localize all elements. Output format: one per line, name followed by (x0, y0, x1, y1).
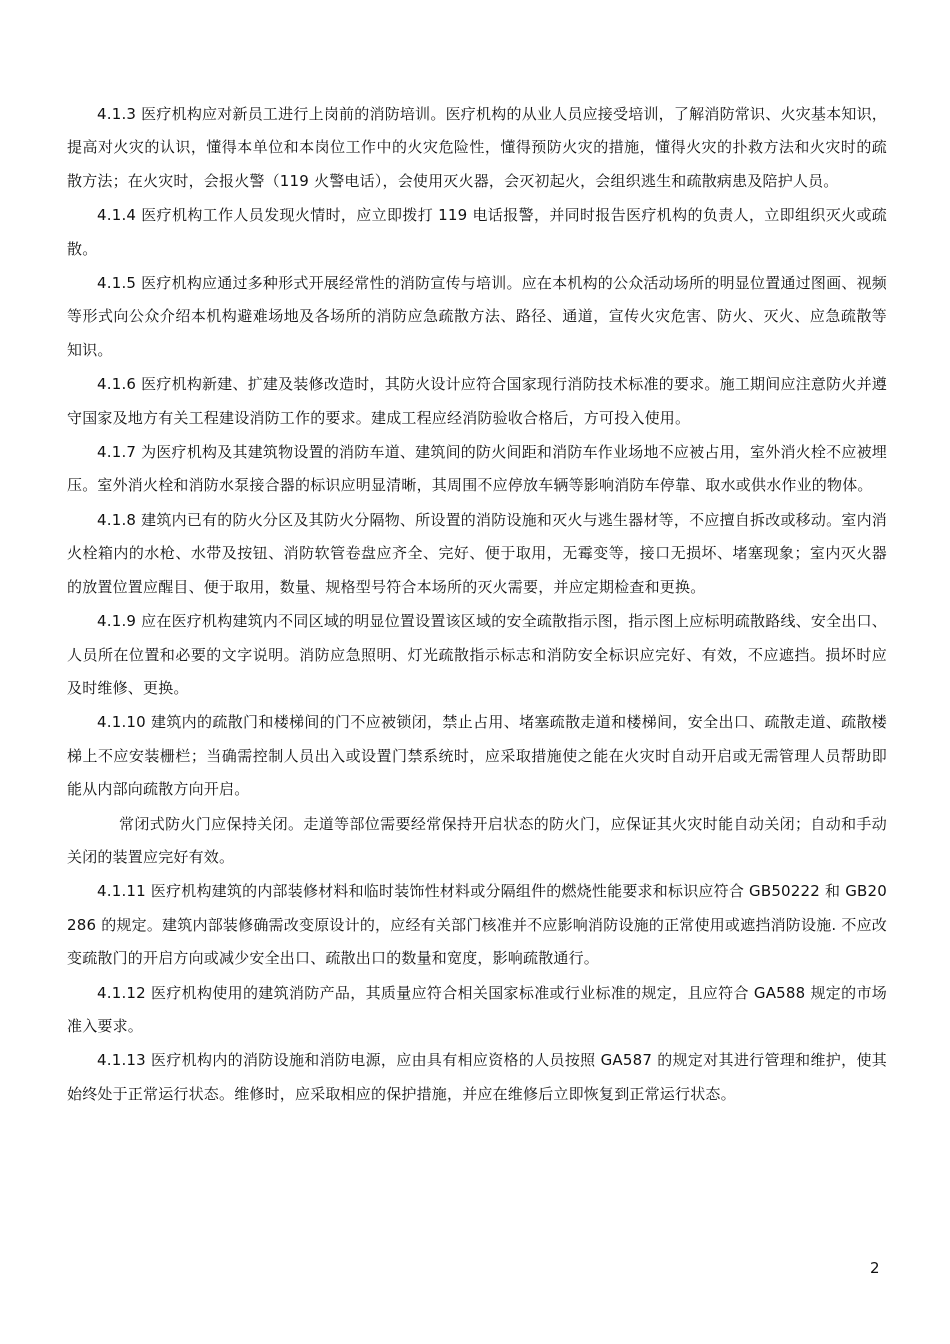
paragraph-4-1-10: 4.1.10 建筑内的疏散门和楼梯间的门不应被锁闭，禁止占用、堵塞疏散走道和楼梯间，安全出口、疏散走道、疏散楼梯上不应安装栅栏；当确需控制人员出入或设置门禁系统时，应采取措施使之能在火灾时自动开启或无需管理人员帮助即能从内部向疏散方向开启。 (67, 713, 887, 799)
paragraph-4-1-7: 4.1.7 为医疗机构及其建筑物设置的消防车道、建筑间的防火间距和消防车作业场地不应被占用，室外消火栓不应被埋压。室外消火栓和消防水泵接合器的标识应明显清晰，其周围不应停放车辆等影响消防车停靠、取水或供水作业的物体。 (67, 443, 887, 495)
paragraph-4-1-11: 4.1.11 医疗机构建筑的内部装修材料和临时装饰性材料或分隔组件的燃烧性能要求和标识应符合 GB50222 和 GB20286 的规定。建筑内部装修确需改变原设计的，应经有关部门核准并不应影响消防设施的正常使用或遮挡消防设施. 不应改变疏散门的开启方向或减少安全出口、疏散出口的数量和宽度，影响疏散通行。 (67, 882, 887, 968)
paragraph-4-1-4: 4.1.4 医疗机构工作人员发现火情时，应立即拨打 119 电话报警，并同时报告医疗机构的负责人，立即组织灭火或疏散。 (67, 206, 887, 258)
paragraph-4-1-8: 4.1.8 建筑内已有的防火分区及其防火分隔物、所设置的消防设施和灭火与逃生器材等，不应擅自拆改或移动。室内消火栓箱内的水枪、水带及按钮、消防软管卷盘应齐全、完好、便于取用，无霉变等，接口无损坏、堵塞现象；室内灭火器的放置位置应醒目、便于取用，数量、规格型号符合本场所的灭火需要，并应定期检查和更换。 (67, 510, 887, 596)
paragraph-4-1-5: 4.1.5 医疗机构应通过多种形式开展经常性的消防宣传与培训。应在本机构的公众活动场所的明显位置通过图画、视频等形式向公众介绍本机构避难场地及各场所的消防应急疏散方法、路径、通道，宣传火灾危害、防火、灭火、应急疏散等知识。 (67, 274, 887, 359)
paragraph-4-1-6: 4.1.6 医疗机构新建、扩建及装修改造时，其防火设计应符合国家现行消防技术标准的要求。施工期间应注意防火并遵守国家及地方有关工程建设消防工作的要求。建成工程应经消防验收合格后，方可投入使用。 (67, 375, 887, 427)
paragraph-fire-door: 常闭式防火门应保持关闭。走道等部位需要经常保持开启状态的防火门，应保证其火灾时能自动关闭；自动和手动关闭的装置应完好有效。 (67, 814, 887, 866)
paragraph-4-1-3: 4.1.3 医疗机构应对新员工进行上岗前的消防培训。医疗机构的从业人员应接受培训，了解消防常识、火灾基本知识，提高对火灾的认识，懂得本单位和本岗位工作中的火灾危险性，懂得预防火灾的措施，懂得火灾的扑救方法和火灾时的疏散方法；在火灾时，会报火警（119 火警电话），会使用灭火器，会灭初起火，会组织逃生和疏散病患及陪护人员。 (67, 105, 887, 190)
document-body (67, 98, 887, 1112)
paragraph-4-1-13: 4.1.13 医疗机构内的消防设施和消防电源，应由具有相应资格的人员按照 GA587 的规定对其进行管理和维护，使其始终处于正常运行状态。维修时，应采取相应的保护措施，并应在维修后立即恢复到正常运行状态。 (67, 1051, 887, 1103)
paragraph-4-1-9: 4.1.9 应在医疗机构建筑内不同区域的明显位置设置该区域的安全疏散指示图，指示图上应标明疏散路线、安全出口、人员所在位置和必要的文字说明。消防应急照明、灯光疏散指示标志和消防安全标识应完好、有效，不应遮挡。损坏时应及时维修、更换。 (67, 612, 887, 697)
paragraph-4-1-12: 4.1.12 医疗机构使用的建筑消防产品，其质量应符合相关国家标准或行业标准的规定，且应符合 GA588 规定的市场准入要求。 (67, 983, 887, 1035)
page-number: 2 (870, 1259, 880, 1277)
